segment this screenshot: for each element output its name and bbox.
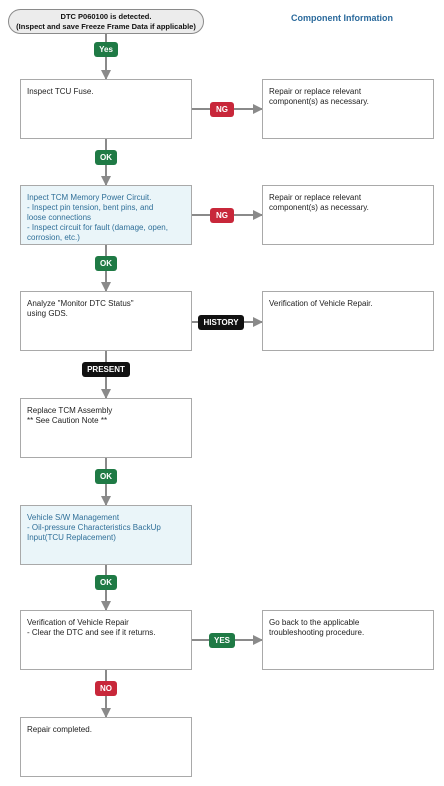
side-go-back bbox=[262, 610, 434, 670]
step-text: corrosion, etc.) bbox=[27, 233, 80, 242]
side-repair-replace-1 bbox=[262, 79, 434, 139]
step-text: Input(TCU Replacement) bbox=[27, 533, 116, 542]
history-badge: HISTORY bbox=[198, 315, 244, 330]
ok-badge: OK bbox=[95, 575, 117, 590]
step-text: Verification of Vehicle Repair bbox=[27, 618, 129, 627]
start-node bbox=[8, 9, 204, 34]
step-text: loose connections bbox=[27, 213, 92, 222]
step-inspect-tcm-memory-power[interactable] bbox=[20, 185, 192, 245]
step-vehicle-sw-management[interactable] bbox=[20, 505, 192, 565]
side-text: component(s) as necessary. bbox=[269, 203, 369, 212]
step-replace-tcm bbox=[20, 398, 192, 458]
step-text: Inspect TCU Fuse. bbox=[27, 87, 94, 96]
side-verification bbox=[262, 291, 434, 351]
ok-badge: OK bbox=[95, 150, 117, 165]
step-text: Inpect TCM Memory Power Circuit. bbox=[27, 193, 152, 202]
step-text: - Clear the DTC and see if it returns. bbox=[27, 628, 156, 637]
start-line-2: (Inspect and save Freeze Frame Data if applicable) bbox=[16, 22, 196, 31]
no-badge: NO bbox=[95, 681, 117, 696]
side-text: troubleshooting procedure. bbox=[269, 628, 365, 637]
side-text: Verification of Vehicle Repair. bbox=[269, 299, 373, 308]
yes-badge: Yes bbox=[94, 42, 118, 57]
step-text: Analyze "Monitor DTC Status" bbox=[27, 299, 134, 308]
step-text: - Oil-pressure Characteristics BackUp bbox=[27, 523, 161, 532]
present-badge: PRESENT bbox=[82, 362, 130, 377]
ng-badge: NG bbox=[210, 208, 234, 223]
step-text: - Inspect circuit for fault (damage, open, bbox=[27, 223, 168, 232]
side-text: Repair or replace relevant bbox=[269, 193, 362, 202]
step-repair-completed bbox=[20, 717, 192, 777]
component-information-link[interactable]: Component Information bbox=[291, 13, 393, 23]
step-text: - Inspect pin tension, bent pins, and bbox=[27, 203, 154, 212]
ok-badge: OK bbox=[95, 469, 117, 484]
side-text: Go back to the applicable bbox=[269, 618, 360, 627]
step-text: Vehicle S/W Management bbox=[27, 513, 120, 522]
step-text: Replace TCM Assembly bbox=[27, 406, 113, 415]
step-inspect-tcu-fuse bbox=[20, 79, 192, 139]
step-text: Repair completed. bbox=[27, 725, 92, 734]
ng-badge: NG bbox=[210, 102, 234, 117]
ok-badge: OK bbox=[95, 256, 117, 271]
start-line-1: DTC P060100 is detected. bbox=[60, 12, 152, 21]
side-text: component(s) as necessary. bbox=[269, 97, 369, 106]
step-text: ** See Caution Note ** bbox=[27, 416, 108, 425]
side-repair-replace-2 bbox=[262, 185, 434, 245]
step-analyze-monitor-dtc bbox=[20, 291, 192, 351]
yes-badge: YES bbox=[209, 633, 235, 648]
side-text: Repair or replace relevant bbox=[269, 87, 362, 96]
step-verification-of-repair bbox=[20, 610, 192, 670]
step-text: using GDS. bbox=[27, 309, 68, 318]
